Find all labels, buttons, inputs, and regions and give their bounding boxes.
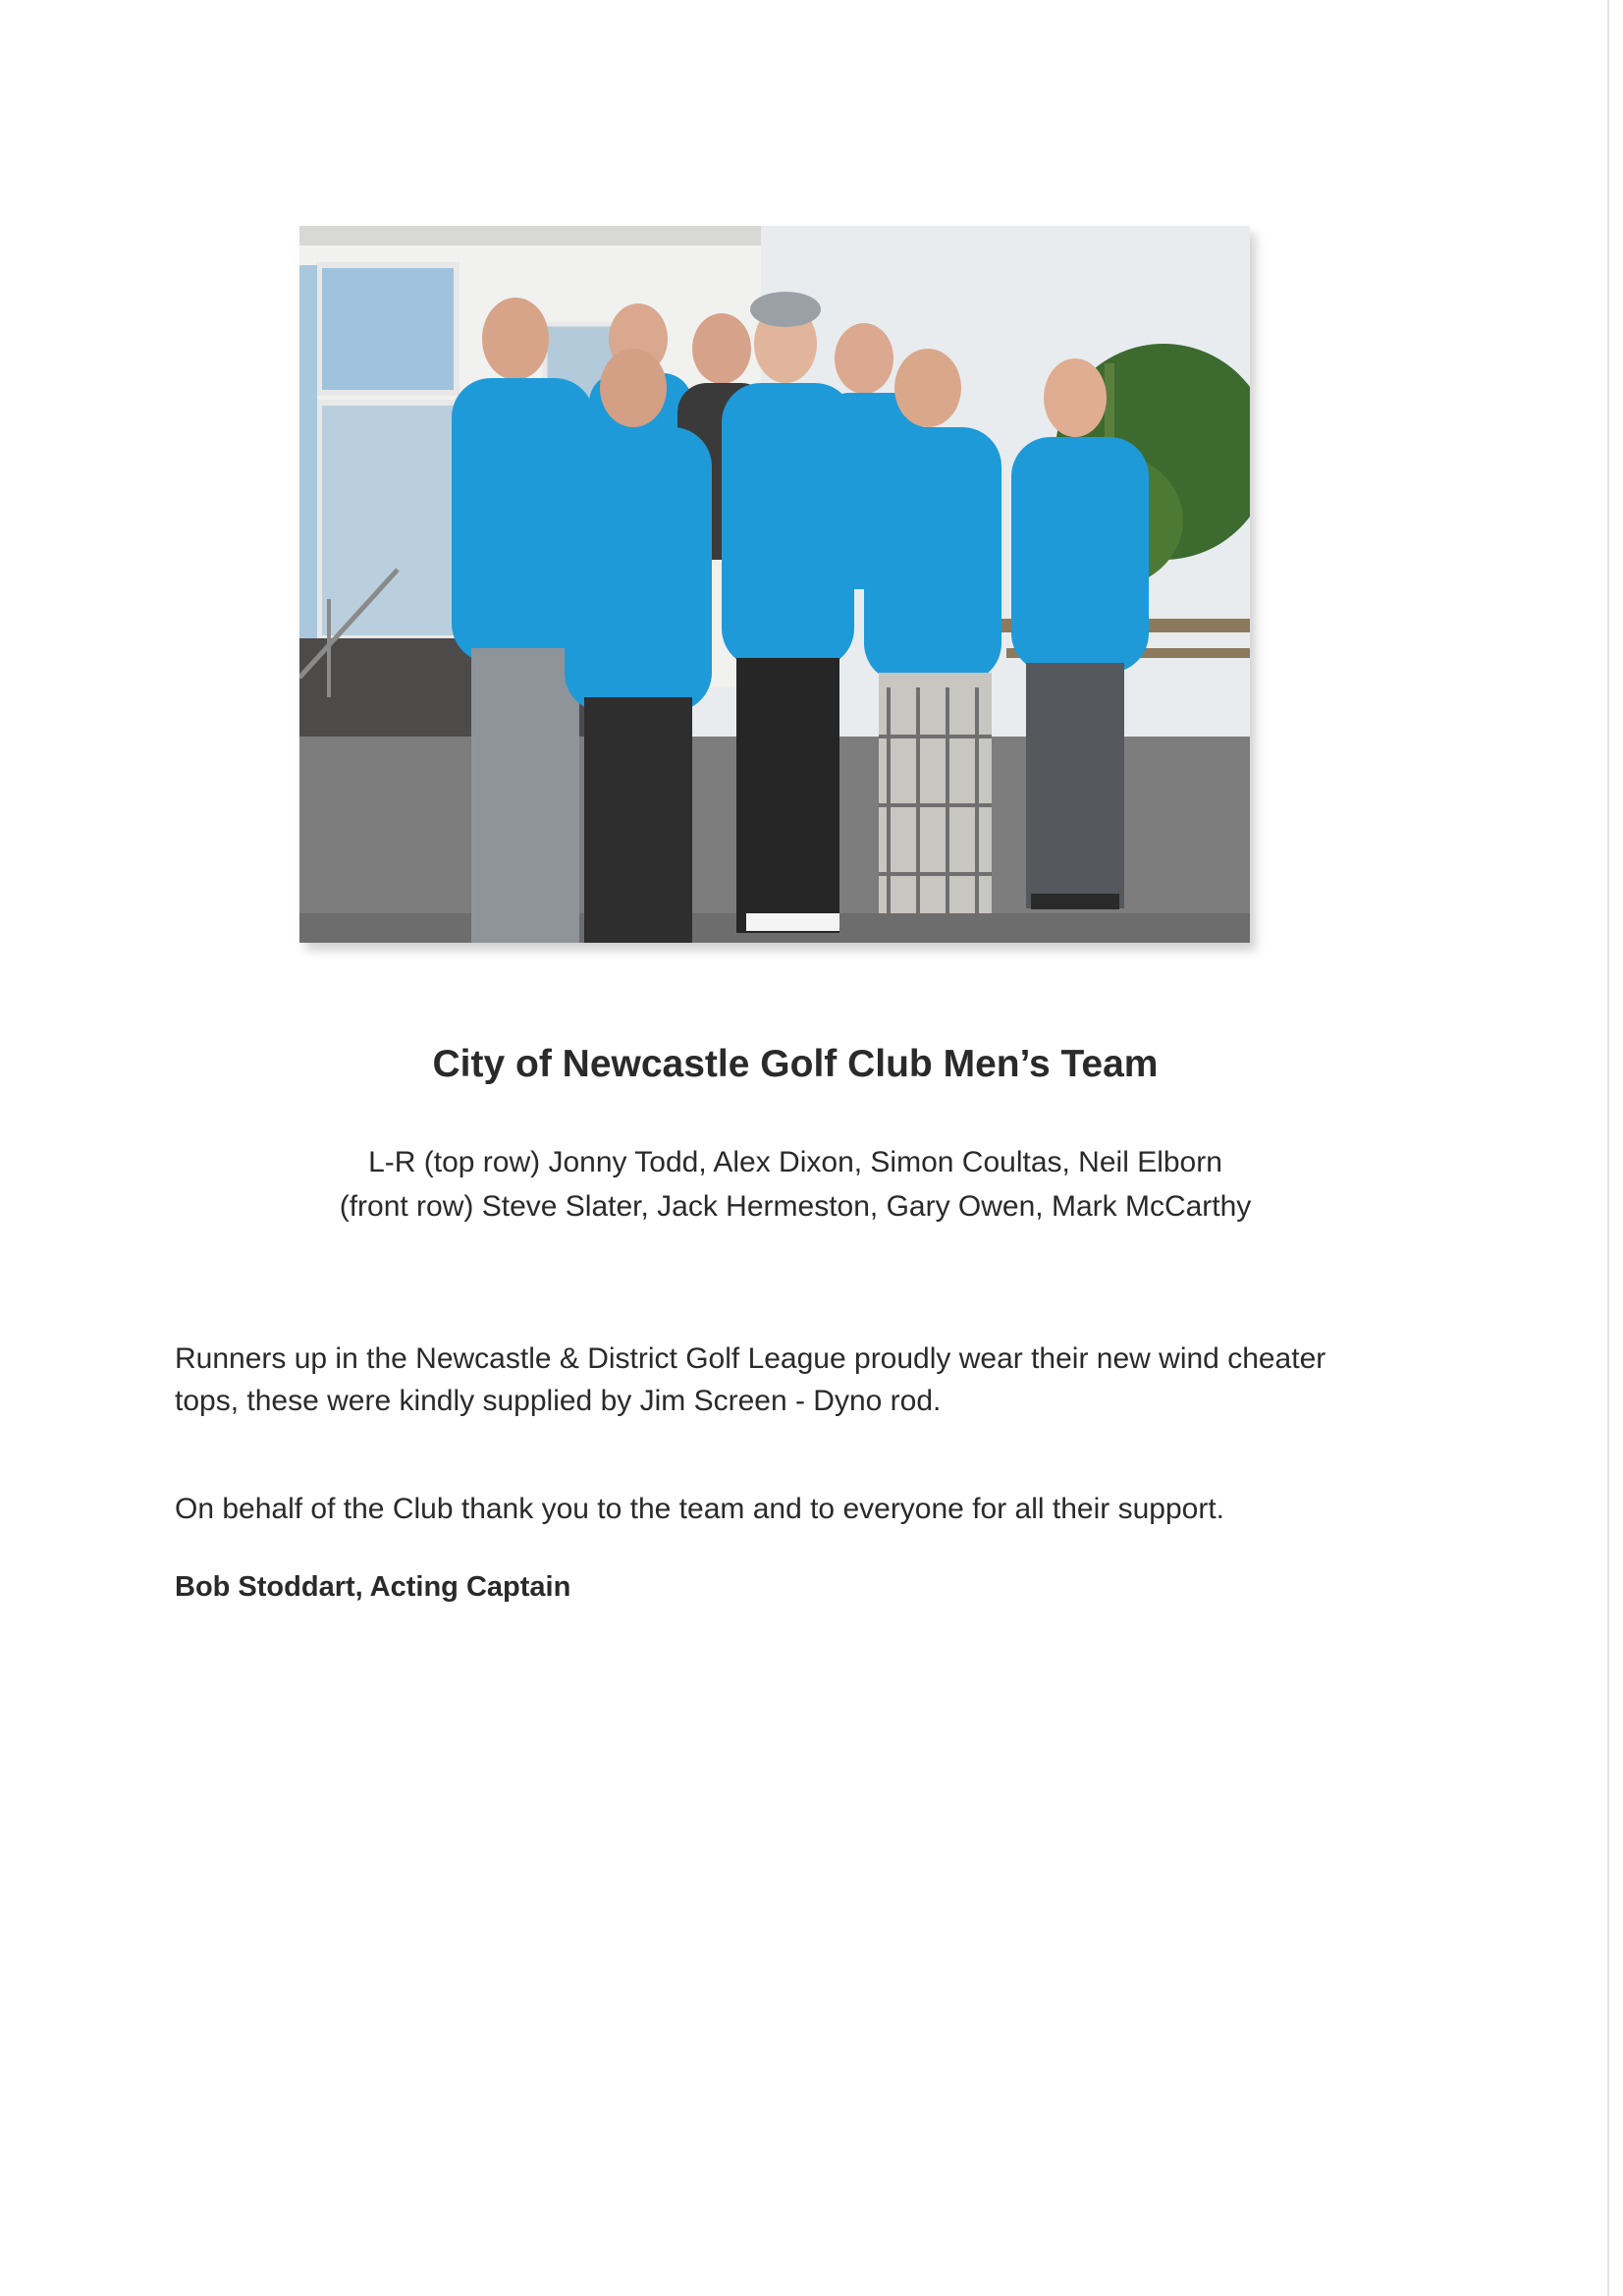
page-edge (1607, 0, 1609, 2296)
team-photo-illustration (299, 226, 1250, 943)
caption-top-row: L-R (top row) Jonny Todd, Alex Dixon, Simon Coultas, Neil Elborn (368, 1146, 1222, 1178)
team-photo (299, 226, 1250, 943)
body-paragraph-runners-up: Runners up in the Newcastle & District Golf League proudly wear their new wind cheater tops, these were kindly supplied by Jim Screen - Dyno rod. (175, 1342, 1326, 1417)
signature: Bob Stoddart, Acting Captain (175, 1571, 571, 1603)
body-paragraph-thanks: On behalf of the Club thank you to the team and to everyone for all their support. (175, 1493, 1224, 1525)
page-title: City of Newcastle Golf Club Men’s Team (432, 1043, 1159, 1085)
caption-front-row: (front row) Steve Slater, Jack Hermeston, Gary Owen, Mark McCarthy (339, 1190, 1252, 1223)
